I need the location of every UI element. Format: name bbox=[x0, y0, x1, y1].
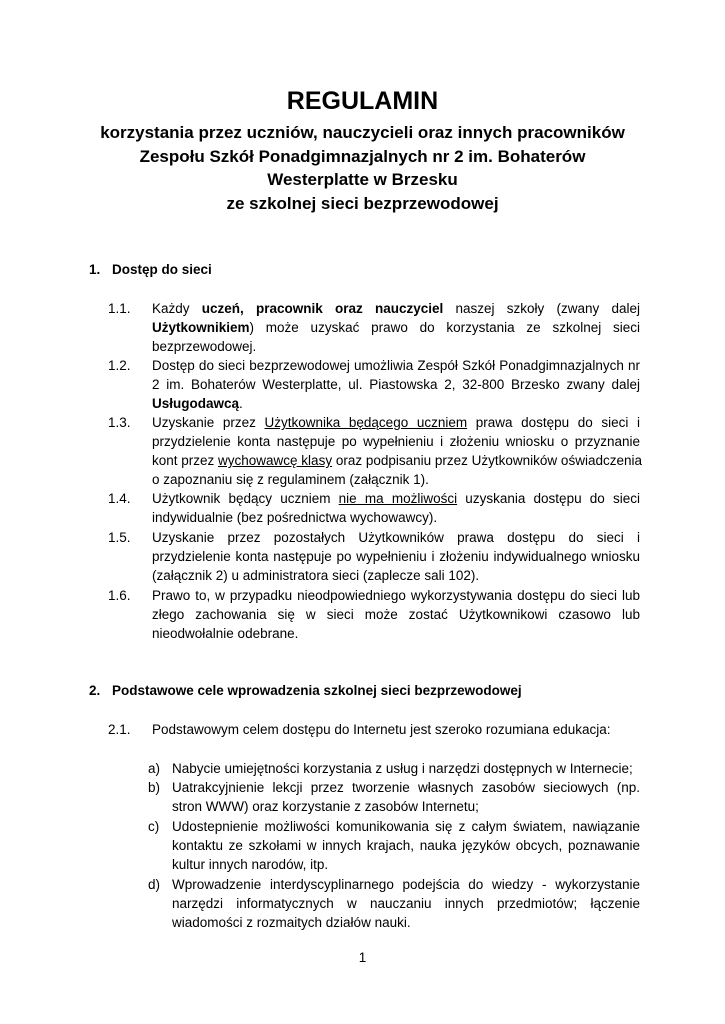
list-body bbox=[172, 759, 640, 778]
text-line bbox=[152, 299, 640, 318]
paragraph-1-4 bbox=[100, 489, 640, 527]
paragraph-body bbox=[152, 489, 640, 527]
paragraph-1-6 bbox=[100, 586, 640, 643]
text-span: . bbox=[239, 396, 243, 412]
text-line: indywidualnie (bez pośrednictwa wychowawcy). bbox=[152, 510, 438, 526]
text-line bbox=[152, 451, 640, 470]
section-number: 1. bbox=[89, 262, 101, 277]
section-title: Podstawowe cele wprowadzenia szkolnej sieci bezprzewodowej bbox=[112, 683, 522, 698]
page-number: 1 bbox=[358, 950, 367, 965]
list-body bbox=[172, 875, 640, 932]
underlined-text: nie ma możliwości bbox=[338, 491, 458, 506]
list-item-a bbox=[148, 759, 640, 778]
paragraph-number: 1.4. bbox=[108, 491, 131, 506]
text-line bbox=[152, 413, 640, 432]
subtitle-line: Westerplatte w Brzesku bbox=[267, 170, 458, 189]
text-span: ) może uzyskać prawo do korzystania ze szkolnej sieci bbox=[249, 320, 640, 336]
subtitle-line: Zespołu Szkół Ponadgimnazjalnych nr 2 im. Bohaterów bbox=[139, 146, 586, 166]
paragraph-number: 1.5. bbox=[108, 530, 131, 545]
text-line: Uatrakcyjnienie lekcji przez tworzenie własnych zasobów sieciowych (np. bbox=[172, 780, 640, 795]
text-line: Podstawowym celem dostępu do Internetu jest szeroko rozumiana edukacja: bbox=[152, 722, 611, 737]
text-line: nieodwołalnie odebrane. bbox=[152, 626, 299, 642]
text-line: bezprzewodowej. bbox=[152, 339, 257, 355]
paragraph-1-1 bbox=[100, 299, 640, 356]
text-span: Użytkownik będący uczniem bbox=[152, 491, 339, 506]
text-line bbox=[152, 318, 640, 337]
text-line: narzędzi informatycznych w nauczaniu innych przedmiotów; łączenie bbox=[172, 896, 640, 912]
text-span: Uzyskanie przez bbox=[152, 415, 265, 430]
paragraph-body bbox=[152, 586, 640, 643]
underlined-text: Użytkownika będącego uczniem bbox=[264, 415, 468, 430]
text-line: wiadomości z rozmaitych działów nauki. bbox=[172, 915, 411, 931]
paragraph-number: 1.3. bbox=[108, 415, 131, 430]
text-span: oraz podpisaniu przez Użytkowników oświadczenia bbox=[332, 453, 642, 469]
text-line: stron WWW) oraz korzystanie z zasobów Internetu; bbox=[172, 799, 479, 815]
text-line: kultur innych narodów, itp. bbox=[172, 857, 329, 873]
paragraph-number: 1.1. bbox=[108, 301, 131, 316]
section-number: 2. bbox=[89, 683, 101, 698]
text-line: (załącznik 2) u administratora sieci (zaplecze sali 102). bbox=[152, 568, 480, 584]
paragraph-body bbox=[152, 356, 640, 413]
text-span: naszej szkoły (zwany dalej bbox=[443, 301, 640, 316]
list-label: b) bbox=[148, 780, 161, 795]
text-span: uzyskania dostępu do sieci bbox=[457, 491, 640, 506]
paragraph-body bbox=[152, 299, 640, 356]
paragraph-1-5 bbox=[100, 528, 640, 585]
paragraph-number: 2.1. bbox=[108, 722, 131, 737]
paragraph-1-2 bbox=[100, 356, 640, 413]
underlined-text: wychowawcę klasy bbox=[218, 453, 333, 469]
text-line bbox=[152, 489, 640, 508]
text-line: złego zachowania się w sieci może zostać Użytkownikowi czasowo lub bbox=[152, 607, 640, 623]
paragraph-body bbox=[152, 720, 640, 739]
text-span: Każdy bbox=[152, 301, 202, 316]
text-line: Udostepnienie możliwości komunikowania się z całym światem, nawiązanie bbox=[172, 819, 640, 834]
text-line: Prawo to, w przypadku nieodpowiedniego wykorzystywania dostępu do sieci lub bbox=[152, 588, 640, 603]
document-title: REGULAMIN bbox=[286, 87, 439, 115]
list-item-c bbox=[148, 817, 640, 874]
paragraph-body bbox=[152, 528, 640, 585]
list-label: d) bbox=[148, 877, 161, 892]
paragraph-2-1 bbox=[100, 720, 640, 739]
bold-text: Użytkownikiem bbox=[152, 320, 250, 336]
text-line: kontaktu ze szkołami w innych krajach, nauka języków obcych, poznawanie bbox=[172, 838, 640, 854]
text-line: przydzielenie konta następuje po wypełnieniu i złożeniu indywidualnego wniosku bbox=[152, 549, 640, 565]
paragraph-number: 1.6. bbox=[108, 588, 131, 603]
paragraph-body bbox=[152, 413, 640, 489]
text-line: Uzyskanie przez pozostałych Użytkowników prawa dostępu do sieci i bbox=[152, 530, 640, 545]
list-label: c) bbox=[148, 819, 160, 834]
paragraph-1-3 bbox=[100, 413, 640, 489]
text-line: o zapoznaniu się z regulaminem (załącznik 1). bbox=[152, 472, 429, 488]
text-line bbox=[152, 394, 640, 413]
text-line: Dostęp do sieci bezprzewodowej umożliwia Zespół Szkół Ponadgimnazjalnych nr bbox=[152, 358, 640, 373]
text-line: Nabycie umiejętności korzystania z usług i narzędzi dostępnych w Internecie; bbox=[172, 761, 633, 776]
bold-text: Usługodawcą bbox=[152, 396, 240, 412]
list-body bbox=[172, 778, 640, 816]
list-item-b bbox=[148, 778, 640, 816]
list-body bbox=[172, 817, 640, 874]
text-line: przydzielenie konta następuje po wypełnieniu i złożeniu wniosku o przyznanie bbox=[152, 434, 640, 450]
list-item-d bbox=[148, 875, 640, 932]
bold-text: uczeń, pracownik oraz nauczyciel bbox=[201, 301, 444, 316]
text-line: Wprowadzenie interdyscyplinarnego podejścia do wiedzy - wykorzystanie bbox=[172, 877, 640, 892]
text-span: prawa dostępu do sieci i bbox=[467, 415, 640, 430]
subtitle-line: korzystania przez uczniów, nauczycieli oraz innych pracowników bbox=[100, 123, 625, 142]
text-span: kont przez bbox=[152, 453, 219, 469]
paragraph-number: 1.2. bbox=[108, 358, 131, 373]
document-subtitle bbox=[60, 121, 665, 215]
section-title: Dostęp do sieci bbox=[112, 262, 212, 277]
text-line: 2 im. Bohaterów Westerplatte, ul. Piastowska 2, 32-800 Brzesko zwany dalej bbox=[152, 377, 640, 393]
subtitle-line: ze szkolnej sieci bezprzewodowej bbox=[226, 193, 499, 213]
list-label: a) bbox=[148, 761, 161, 776]
